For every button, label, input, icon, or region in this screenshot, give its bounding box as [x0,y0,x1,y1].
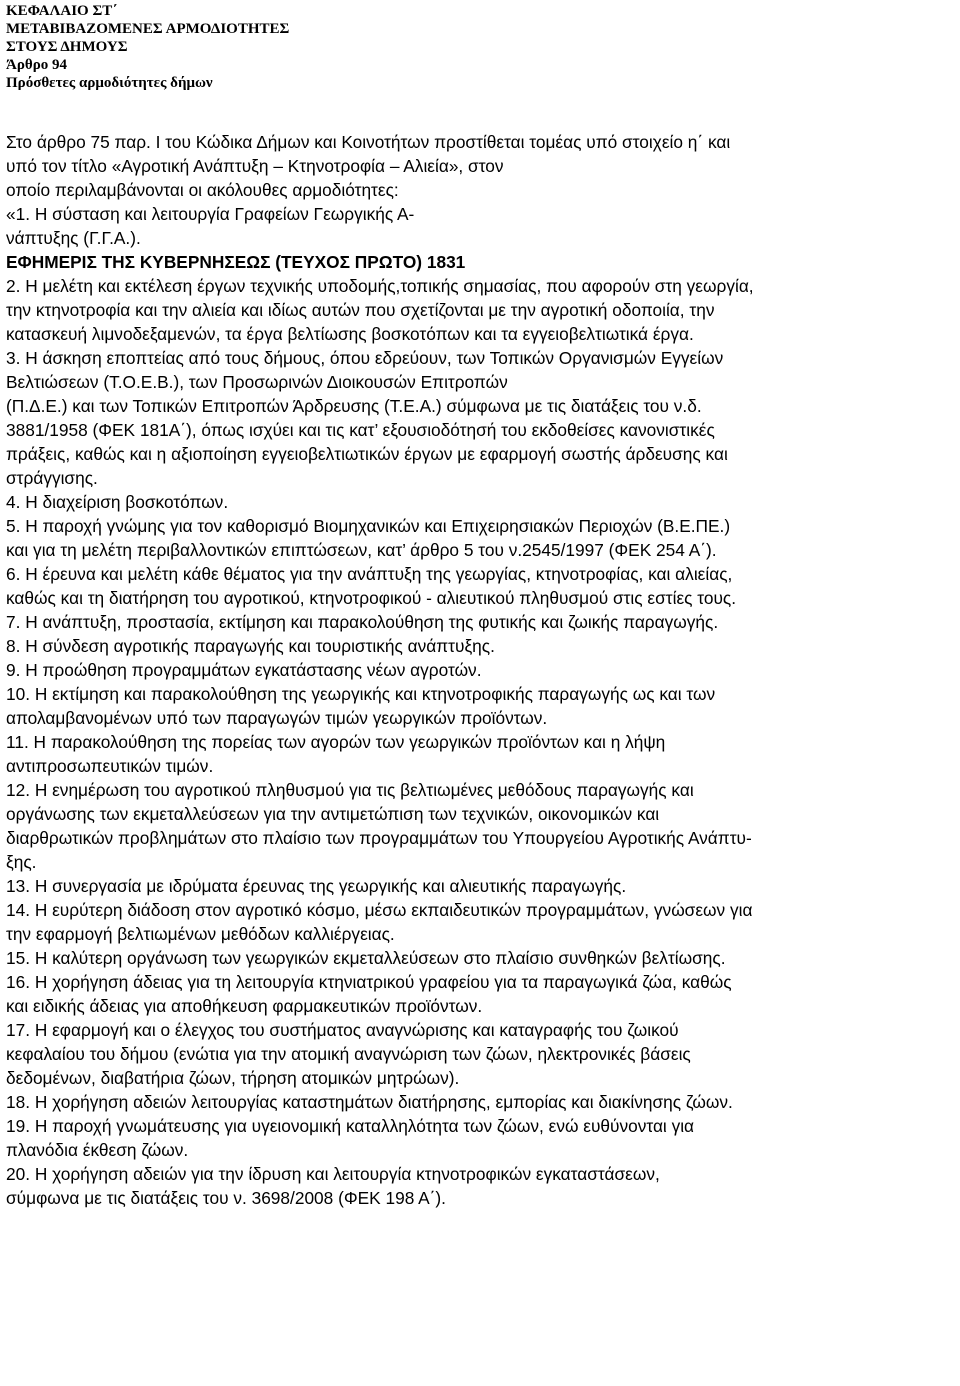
gazette-running-header: ΕΦΗΜΕΡΙΣ ΤΗΣ ΚΥΒΕΡΝΗΣΕΩΣ (ΤΕΥΧΟΣ ΠΡΩΤΟ) 1831 [6,252,466,272]
body-text-line: 7. Η ανάπτυξη, προστασία, εκτίμηση και παρακολούθηση της φυτικής και ζωικής παραγωγής. [6,612,719,632]
body-text-line: 15. Η καλύτερη οργάνωση των γεωργικών εκμεταλλεύσεων στο πλαίσιο συνθηκών βελτίωσης. [6,948,726,968]
body-text-line: πράξεις, καθώς και η αξιοποίηση εγγειοβελτιωτικών έργων με εφαρμογή σωστής άρδευσης και [6,444,728,464]
body-text-line: 3881/1958 (ΦΕΚ 181Α΄), όπως ισχύει και τις κατ’ εξουσιοδότησή του εκδοθείσες κανονιστικές [6,420,715,440]
body-text-line: «1. Η σύσταση και λειτουργία Γραφείων Γεωργικής Α- [6,204,415,224]
body-text-line: ξης. [6,852,37,872]
body-text-line: οργάνωσης των εκμεταλλεύσεων για την αντιμετώπιση των τεχνικών, οικονομικών και [6,804,660,824]
chapter-title: ΚΕΦΑΛΑΙΟ ΣΤ΄ [6,3,118,19]
article-body [6,130,956,1210]
body-text-line: 16. Η χορήγηση άδειας για τη λειτουργία κτηνιατρικού γραφείου για τα παραγωγικά ζώα, καθώς [6,972,732,992]
chapter-header [6,2,956,92]
article-title: Πρόσθετες αρμοδιότητες δήμων [6,75,213,91]
body-text-line: την εφαρμογή βελτιωμένων μεθόδων καλλιέργειας. [6,924,395,944]
body-text-line: σύμφωνα με τις διατάξεις του ν. 3698/2008 (ΦΕΚ 198 Α΄). [6,1188,446,1208]
body-text-line: 8. Η σύνδεση αγροτικής παραγωγής και τουριστικής ανάπτυξης. [6,636,495,656]
body-text-line: 6. Η έρευνα και μελέτη κάθε θέματος για την ανάπτυξη της γεωργίας, κτηνοτροφίας, και αλιείας, [6,564,733,584]
body-text-line: πλανόδια έκθεση ζώων. [6,1140,189,1160]
body-text-line: κατασκευή λιμνοδεξαμενών, τα έργα βελτίωσης βοσκοτόπων και τα εγγειοβελτιωτικά έργα. [6,324,694,344]
body-text-line: και ειδικής άδειας για αποθήκευση φαρμακευτικών προϊόντων. [6,996,483,1016]
body-text-line: αντιπροσωπευτικών τιμών. [6,756,214,776]
body-text-line: 13. Η συνεργασία με ιδρύματα έρευνας της γεωργικής και αλιευτικής παραγωγής. [6,876,627,896]
article-number: Άρθρο 94 [6,57,67,73]
body-text-line: νάπτυξης (Γ.Γ.Α.). [6,228,141,248]
body-text-line: 3. Η άσκηση εποπτείας από τους δήμους, όπου εδρεύουν, των Τοπικών Οργανισμών Εγγείων [6,348,724,368]
body-text-line: 10. Η εκτίμηση και παρακολούθηση της γεωργικής και κτηνοτροφικής παραγωγής ως και των [6,684,716,704]
body-text-line: οποίο περιλαμβάνονται οι ακόλουθες αρμοδιότητες: [6,180,399,200]
body-text-line: 2. Η μελέτη και εκτέλεση έργων τεχνικής υποδομής,τοπικής σημασίας, που αφορούν στη γεωργία, [6,276,754,296]
body-text-line: δεδομένων, διαβατήρια ζώων, τήρηση ατομικών μητρώων). [6,1068,460,1088]
body-text-line: (Π.Δ.Ε.) και των Τοπικών Επιτροπών Άρδρευσης (Τ.Ε.Α.) σύμφωνα με τις διατάξεις του ν.δ. [6,396,702,416]
body-text-line: Βελτιώσεων (Τ.Ο.Ε.Β.), των Προσωρινών Διοικουσών Επιτροπών [6,372,508,392]
body-text-line: και για τη μελέτη περιβαλλοντικών επιπτώσεων, κατ’ άρθρο 5 του ν.2545/1997 (ΦΕΚ 254 Α΄). [6,540,717,560]
body-text-line: 18. Η χορήγηση αδειών λειτουργίας καταστημάτων διατήρησης, εμπορίας και διακίνησης ζώων. [6,1092,733,1112]
body-text-line: 19. Η παροχή γνωμάτευσης για υγειονομική καταλληλότητα των ζώων, ενώ ευθύνονται για [6,1116,695,1136]
body-text-line: απολαμβανομένων υπό των παραγωγών τιμών γεωργικών προϊόντων. [6,708,548,728]
body-text-line: διαρθρωτικών προβλημάτων στο πλαίσιο των προγραμμάτων του Υπουργείου Αγροτικής Ανάπτυ- [6,828,752,848]
chapter-subtitle-cont: ΣΤΟΥΣ ΔΗΜΟΥΣ [6,39,128,55]
body-text-line: 14. Η ευρύτερη διάδοση στον αγροτικό κόσμο, μέσω εκπαιδευτικών προγραμμάτων, γνώσεων για [6,900,753,920]
body-text-line: 5. Η παροχή γνώμης για τον καθορισμό Βιομηχανικών και Επιχειρησιακών Περιοχών (Β.Ε.ΠΕ.) [6,516,731,536]
body-text-line: καθώς και τη διατήρηση του αγροτικού, κτηνοτροφικού - αλιευτικού πληθυσμού στις εστίες τους. [6,588,737,608]
body-text-line: 11. Η παρακολούθηση της πορείας των αγορών των γεωργικών προϊόντων και η λήψη [6,732,666,752]
chapter-subtitle: ΜΕΤΑΒΙΒΑΖΟΜΕΝΕΣ ΑΡΜΟΔΙΟΤΗΤΕΣ [6,21,290,37]
body-text-line: 17. Η εφαρμογή και ο έλεγχος του συστήματος αναγνώρισης και καταγραφής του ζωικού [6,1020,679,1040]
body-text-line: την κτηνοτροφία και την αλιεία και ιδίως αυτών που σχετίζονται με την αγροτική οδοποιία, την [6,300,715,320]
body-text-line: κεφαλαίου του δήμου (ενώτια για την ατομική αναγνώριση των ζώων, ηλεκτρονικές βάσεις [6,1044,691,1064]
body-text-line: 4. Η διαχείριση βοσκοτόπων. [6,492,229,512]
document-page [6,0,956,1210]
body-text-line: 12. Η ενημέρωση του αγροτικού πληθυσμού για τις βελτιωμένες μεθόδους παραγωγής και [6,780,694,800]
body-text-line: Στο άρθρο 75 παρ. Ι του Κώδικα Δήμων και Κοινοτήτων προστίθεται τομέας υπό στοιχείο η΄ και [6,132,731,152]
body-text-line: 20. Η χορήγηση αδειών για την ίδρυση και λειτουργία κτηνοτροφικών εγκαταστάσεων, [6,1164,660,1184]
body-text-line: 9. Η προώθηση προγραμμάτων εγκατάστασης νέων αγροτών. [6,660,482,680]
body-text-line: στράγγισης. [6,468,98,488]
body-text-line: υπό τον τίτλο «Αγροτική Ανάπτυξη – Κτηνοτροφία – Αλιεία», στον [6,156,504,176]
